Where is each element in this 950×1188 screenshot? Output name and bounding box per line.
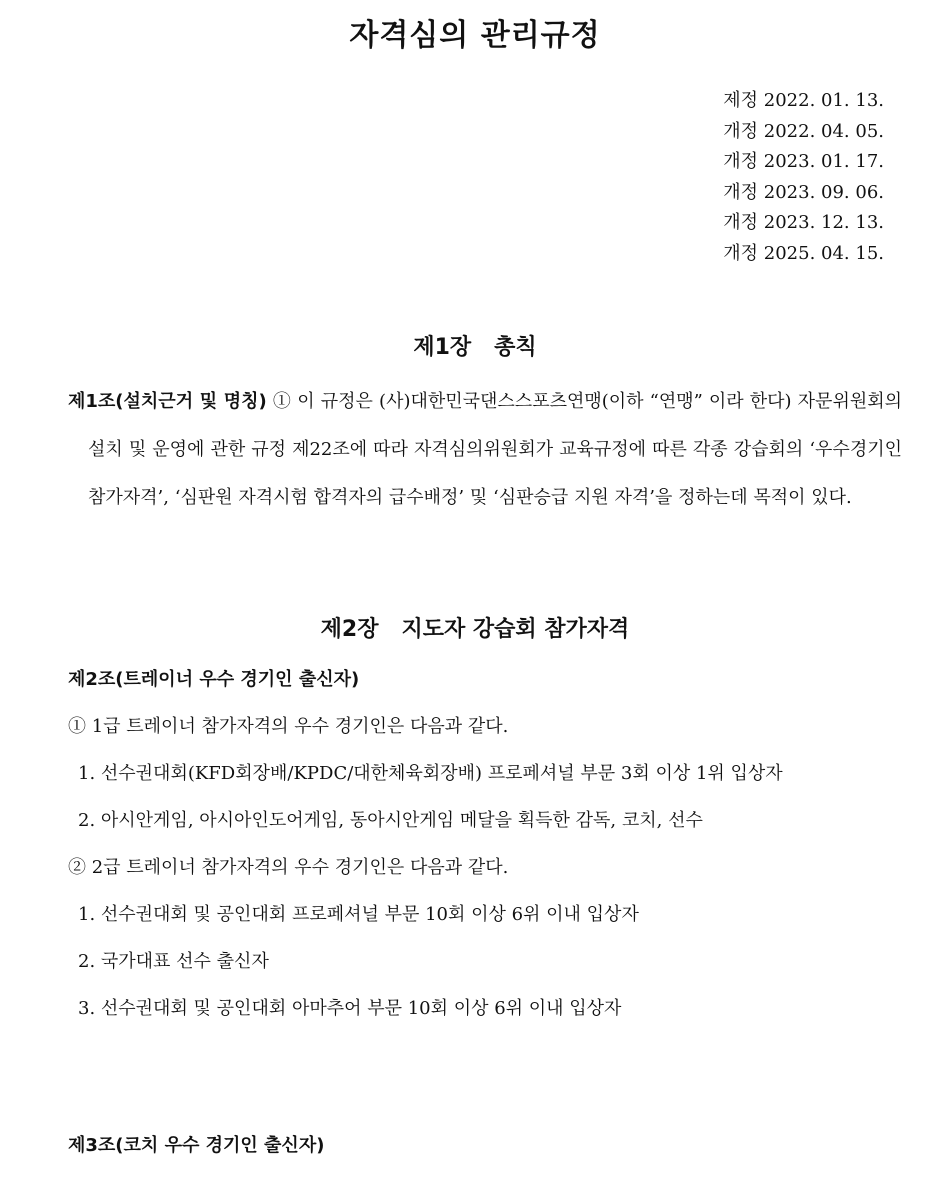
article-3 bbox=[68, 1122, 882, 1169]
revision-entry: 개정 2022. 04. 05. bbox=[723, 120, 884, 142]
revision-enacted: 제정 2022. 01. 13. bbox=[723, 90, 884, 111]
article-3-heading: 제3조(코치 우수 경기인 출신자) bbox=[68, 1135, 325, 1156]
article-1-heading: 제1조(설치근거 및 명칭) bbox=[68, 391, 267, 412]
revision-history bbox=[723, 86, 884, 270]
article-1 bbox=[68, 378, 902, 522]
paragraph-2-item-2: 2. 국가대표 선수 출신자 bbox=[78, 951, 269, 972]
article-2-paragraph-1: ① 1급 트레이너 참가자격의 우수 경기인은 다음과 같다. bbox=[68, 716, 509, 737]
article-2-paragraph-2: ② 2급 트레이너 참가자격의 우수 경기인은 다음과 같다. bbox=[68, 857, 509, 878]
revision-entry: 개정 2023. 01. 17. bbox=[723, 151, 884, 173]
paragraph-1-item-1: 1. 선수권대회(KFD회장배/KPDC/대한체육회장배) 프로페셔널 부문 3회 이상 1위 입상자 bbox=[78, 763, 783, 784]
revision-entry: 개정 2023. 12. 13. bbox=[723, 212, 884, 234]
revision-entry: 개정 2023. 09. 06. bbox=[723, 181, 884, 203]
article-1-text: ① 이 규정은 (사)대한민국댄스스포츠연맹(이하 “연맹” 이라 한다) 자문위원회의 설치 및 운영에 관한 규정 제22조에 따라 자격심의위원회가 교육규정에 따른 각종 강습회의 ‘우수경기인 참가자격’, ‘심판원 자격시험 합격자의 급수배정’ 및 ‘심판승급 지원 자격’을 정하는데 목적이 있다. bbox=[88, 391, 902, 508]
paragraph-2-item-1: 1. 선수권대회 및 공인대회 프로페셔널 부문 10회 이상 6위 이내 입상자 bbox=[78, 904, 639, 925]
revision-entry: 개정 2025. 04. 15. bbox=[723, 242, 884, 264]
paragraph-2-item-3: 3. 선수권대회 및 공인대회 아마추어 부문 10회 이상 6위 이내 입상자 bbox=[78, 998, 622, 1019]
chapter-1-title: 제1장 총칙 bbox=[413, 335, 537, 360]
paragraph-1-item-2: 2. 아시안게임, 아시아인도어게임, 동아시안게임 메달을 획득한 감독, 코치, 선수 bbox=[78, 810, 703, 831]
article-2 bbox=[68, 656, 882, 1032]
document-title: 자격심의 관리규정 bbox=[349, 18, 601, 53]
chapter-2-title: 제2장 지도자 강습회 참가자격 bbox=[320, 617, 630, 642]
article-2-heading: 제2조(트레이너 우수 경기인 출신자) bbox=[68, 669, 360, 690]
